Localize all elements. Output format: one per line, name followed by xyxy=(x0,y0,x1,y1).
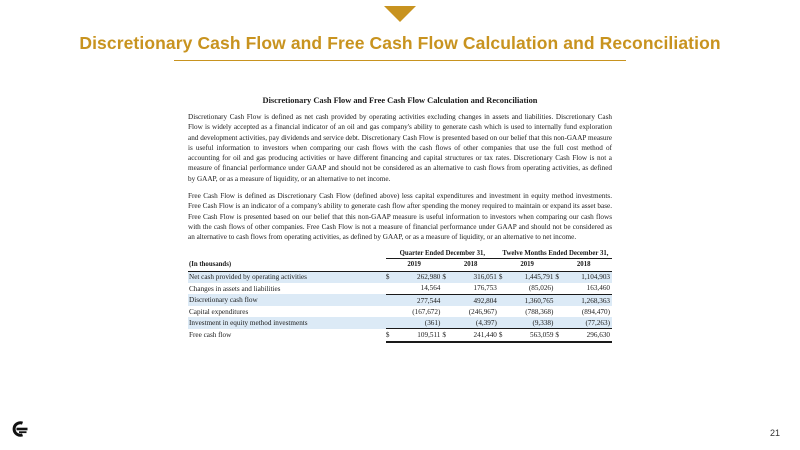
discretionary-cash-flow-definition: Discretionary Cash Flow is defined as net cash provided by operating activities excluding changes in assets and liabilities. Discretionary Cash Flow is widely accepted as a financial indicator of an oil and gas company's ability to generate cash which is used to internally fund exploration and development activities, pay dividends and service debt. Discretionary Cash Flow is presented based on our belief that this non-GAAP measure is useful information to investors when comparing our cash flows with the cash flows of other companies that use the full cost method of accounting for oil and gas producing activities or have different financing and capital structures or tax rates. Discretionary Cash Flow is not a measure of financial performance under GAAP and should not be considered as an alternative to cash flows from operating activities, as defined by GAAP, or as a measure of liquidity, or an alternative to net income. xyxy=(188,113,612,183)
year-header: 2019 xyxy=(386,259,443,271)
quarter-ended-header: Quarter Ended December 31, xyxy=(386,250,499,259)
title-underline xyxy=(174,60,626,61)
cell-value: (361) xyxy=(395,317,442,329)
table-row xyxy=(188,306,612,317)
cell-value: (167,672) xyxy=(412,307,441,316)
row-label: Free cash flow xyxy=(189,331,232,340)
cell-value: (77,263) xyxy=(564,317,612,329)
year-header: 2019 xyxy=(499,259,556,271)
year-header: 2018 xyxy=(442,259,499,271)
company-logo-icon xyxy=(10,421,30,437)
cell-value: 14,564 xyxy=(420,284,441,293)
cell-value: 1,104,903 xyxy=(564,271,612,283)
cell-value: (246,967) xyxy=(468,307,497,316)
currency-symbol: $ xyxy=(386,271,395,283)
document-title: Discretionary Cash Flow and Free Cash Flow Calculation and Reconciliation xyxy=(262,96,538,105)
cell-value: (788,368) xyxy=(525,307,554,316)
cell-value: (4,397) xyxy=(451,317,498,329)
cell-value: 563,059 xyxy=(508,329,555,342)
page-number: 21 xyxy=(769,428,780,438)
cell-value: 492,804 xyxy=(451,294,498,306)
free-cash-flow-definition: Free Cash Flow is defined as Discretionary Cash Flow (defined above) less capital expenditures and investment in equity method investments. Free Cash Flow is an indicator of a company's ability to generate cash flow after spending the money required to maintain or expand its asset base. Free Cash Flow is presented based on our belief that this non-GAAP measure is useful information to investors when comparing our cash flows with the cash flows of other companies. Free Cash Flow is not a measure of financial performance under GAAP and should not be considered as an alternative to cash flows from operating activities, as defined by GAAP, or as a measure of liquidity, or an alternative to net income. xyxy=(188,192,612,242)
cell-value: 1,360,765 xyxy=(508,294,555,306)
cell-value: 163,460 xyxy=(586,284,610,293)
currency-symbol: $ xyxy=(499,329,508,342)
table-year-header-row xyxy=(188,259,612,271)
table-row xyxy=(188,329,612,342)
cell-value: 1,268,363 xyxy=(564,294,612,306)
cell-value: 277,544 xyxy=(395,294,442,306)
currency-symbol: $ xyxy=(499,271,508,283)
cell-value: (9,338) xyxy=(508,317,555,329)
cell-value: 109,511 xyxy=(395,329,442,342)
cell-value: 296,630 xyxy=(564,329,612,342)
row-label: Investment in equity method investments xyxy=(188,317,386,329)
twelve-months-ended-header: Twelve Months Ended December 31, xyxy=(499,250,612,259)
table-row xyxy=(188,294,612,306)
cell-value: (85,026) xyxy=(528,284,554,293)
triangle-marker-icon xyxy=(384,6,416,22)
cell-value: 176,753 xyxy=(473,284,497,293)
cell-value: 262,980 xyxy=(395,271,442,283)
currency-symbol: $ xyxy=(442,271,451,283)
currency-symbol: $ xyxy=(555,329,564,342)
cell-value: 1,445,791 xyxy=(508,271,555,283)
unit-label: (In thousands) xyxy=(188,259,386,271)
cell-value: 241,440 xyxy=(451,329,498,342)
currency-symbol: $ xyxy=(442,329,451,342)
reconciliation-table xyxy=(188,250,612,343)
table-row xyxy=(188,283,612,295)
table-row xyxy=(188,317,612,329)
currency-symbol: $ xyxy=(386,329,395,342)
document-panel xyxy=(188,96,612,343)
slide-title: Discretionary Cash Flow and Free Cash Flow Calculation and Reconciliation xyxy=(79,33,721,53)
table-row xyxy=(188,271,612,283)
row-label: Discretionary cash flow xyxy=(188,294,386,306)
row-label: Net cash provided by operating activities xyxy=(188,271,386,283)
row-label: Capital expenditures xyxy=(189,307,249,316)
row-label: Changes in assets and liabilities xyxy=(189,284,281,293)
table-group-header-row xyxy=(188,250,612,259)
currency-symbol: $ xyxy=(555,271,564,283)
year-header: 2018 xyxy=(555,259,612,271)
cell-value: 316,051 xyxy=(451,271,498,283)
cell-value: (894,470) xyxy=(581,307,610,316)
